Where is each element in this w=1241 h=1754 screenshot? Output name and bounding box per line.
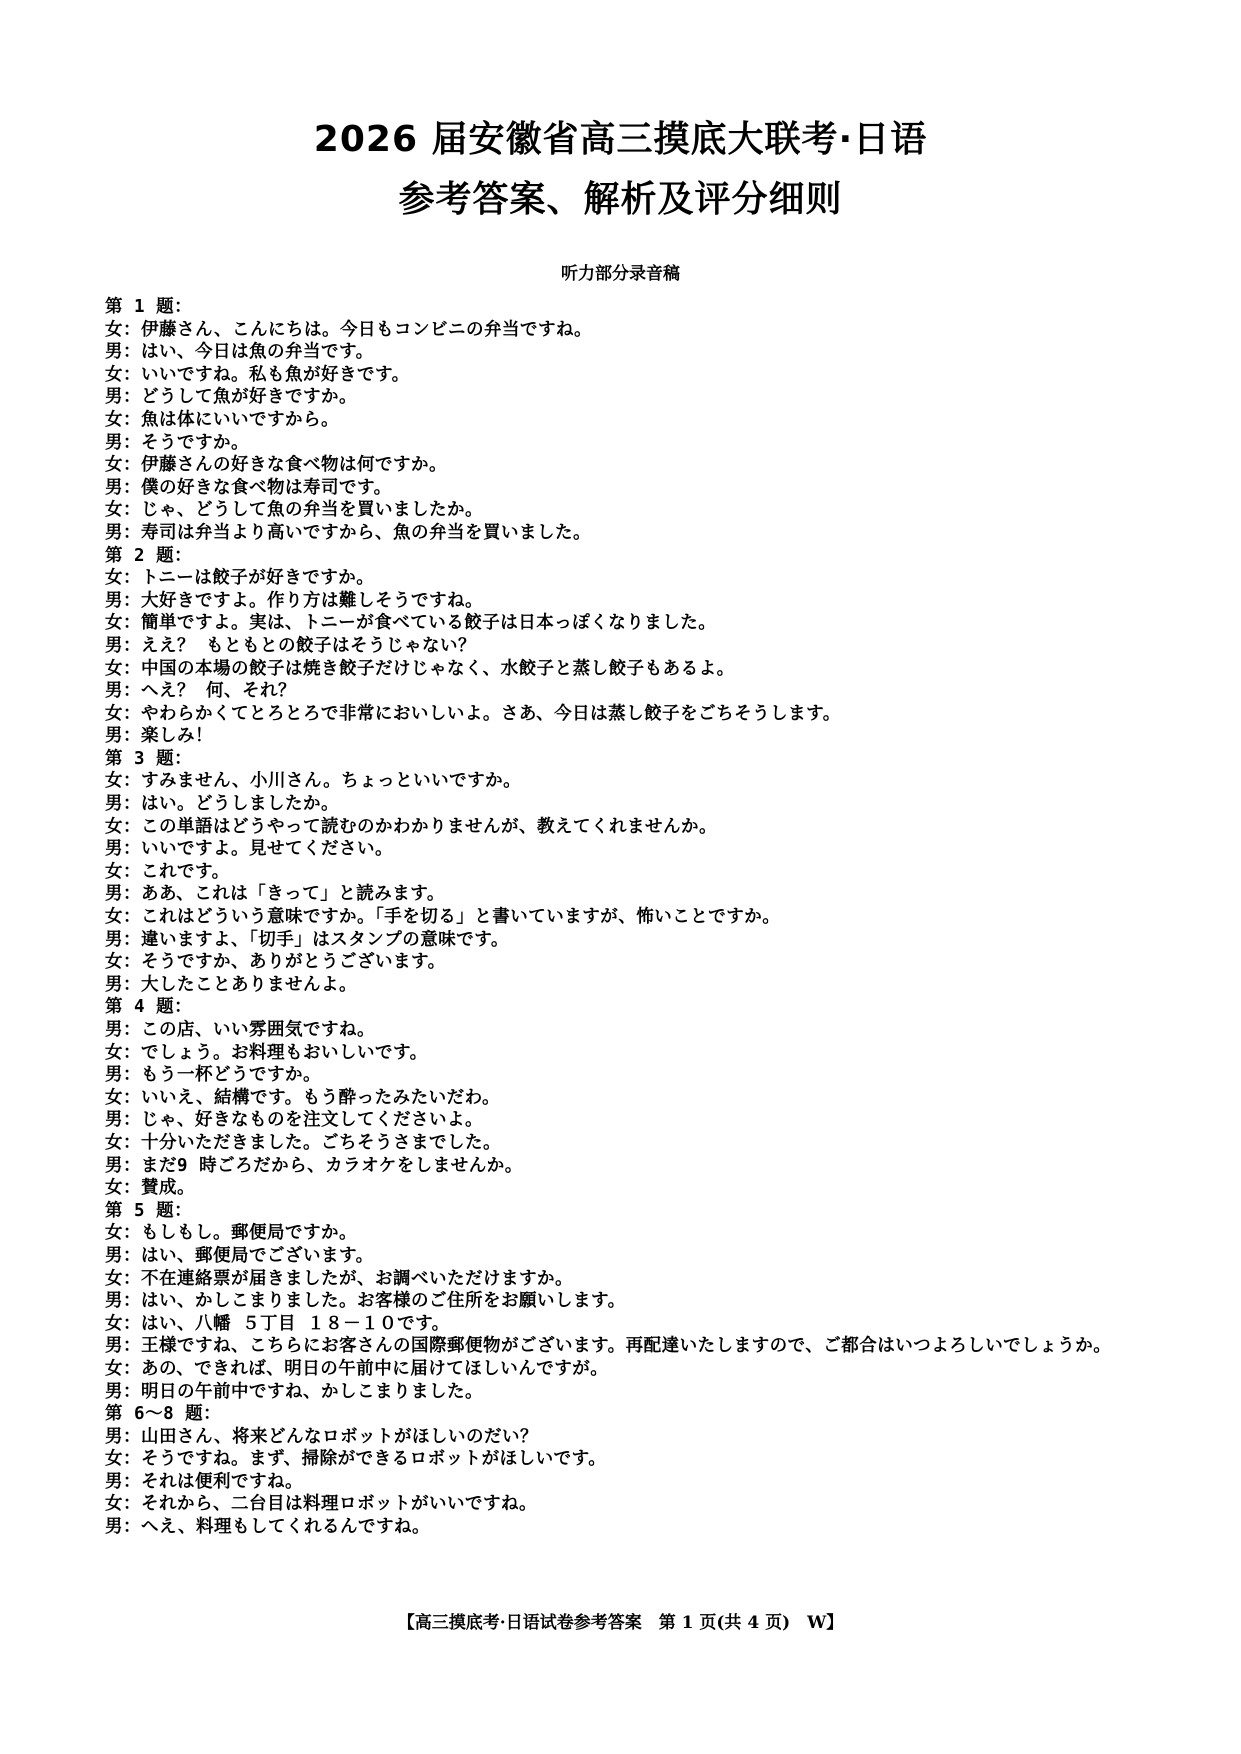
document-subtitle: 参考答案、解析及评分细则 <box>398 179 843 220</box>
dialogue-line: 男：大好きですよ。作り方は難しそうですね。 <box>105 590 483 611</box>
dialogue-line: 男：へえ、料理もしてくれるんですね。 <box>105 1517 431 1538</box>
dialogue-line: 男：はい、今日は魚の弁当です。 <box>105 342 374 363</box>
dialogue-line: 男：はい。どうしましたか。 <box>105 794 339 815</box>
dialogue-line: 男：そうですか。 <box>105 432 249 453</box>
dialogue-line: 男：はい、かしこまりました。お客様のご住所をお願いします。 <box>105 1291 626 1312</box>
dialogue-line: 女：やわらかくてとろとろで非常においしいよ。さあ、今日は蒸し餃子をごちそうします。 <box>105 703 841 724</box>
dialogue-line: 女：十分いただきました。ごちそうさまでした。 <box>105 1132 501 1153</box>
dialogue-line: 男：楽しみ！ <box>105 726 213 747</box>
dialogue-line: 男：もう一杯どうですか。 <box>105 1065 321 1086</box>
dialogue-line: 女：いいえ、結構です。もう酔ったみたいだわ。 <box>105 1087 500 1108</box>
document-title: 2026 届安徽省高三摸底大联考·日语 <box>313 119 928 160</box>
dialogue-line: 女：それから、二台目は料理ロボットがいいですね。 <box>105 1494 537 1515</box>
dialogue-line: 女：トニーは餃子が好きですか。 <box>105 568 375 589</box>
dialogue-line: 男：はい、郵便局でございます。 <box>105 1245 374 1266</box>
section-title: 听力部分录音稿 <box>561 264 680 284</box>
dialogue-line: 男：ええ？ もともとの餃子はそうじゃない？ <box>105 635 477 656</box>
dialogue-line: 女：中国の本場の餃子は焼き餃子だけじゃなく、水餃子と蒸し餃子もあるよ。 <box>105 658 735 679</box>
dialogue-line: 男：王様ですね、こちらにお客さんの国際郵便物がございます。再配達いたしますので、ご都合はいつよろしいでしょうか。 <box>105 1336 1112 1357</box>
dialogue-line: 女：すみません、小川さん。ちょっといいですか。 <box>105 771 522 792</box>
dialogue-line: 男：この店、いい雰囲気ですね。 <box>105 1020 375 1040</box>
question-heading: 第 3 题： <box>105 748 193 769</box>
question-heading: 第 1 题： <box>105 297 193 317</box>
dialogue-line: 女：これです。 <box>105 861 230 882</box>
dialogue-line: 男：じゃ、好きなものを注文してくださいよ。 <box>105 1110 483 1131</box>
dialogue-line: 男：へえ？ 何、それ？ <box>105 681 297 702</box>
question-heading: 第 5 题： <box>105 1200 193 1221</box>
dialogue-line: 女：賛成。 <box>105 1178 195 1199</box>
question-heading: 第 6～8 题： <box>105 1404 222 1425</box>
dialogue-line: 男：僕の好きな食べ物は寿司です。 <box>105 477 392 498</box>
dialogue-line: 女：いいですね。私も魚が好きです。 <box>105 364 410 385</box>
dialogue-line: 女：でしょう。お料理もおいしいです。 <box>105 1042 428 1063</box>
dialogue-line: 女：はい、八幡 ５丁目 １８－１０です。 <box>105 1313 450 1334</box>
dialogue-line: 女：この単語はどうやって読むのかわかりませんが、教えてくれませんか。 <box>105 816 717 837</box>
dialogue-line: 男：山田さん、将来どんなロボットがほしいのだい？ <box>105 1426 539 1447</box>
question-heading: 第 2 题： <box>105 545 193 566</box>
dialogue-line: 女：これはどういう意味ですか。「手を切る」と書いていますが、怖いことですか。 <box>105 907 781 928</box>
dialogue-line: 女：そうですか、ありがとうございます。 <box>105 952 446 973</box>
dialogue-line: 男：違いますよ、「切手」はスタンプの意味です。 <box>105 929 509 950</box>
dialogue-line: 女：伊藤さんの好きな食べ物は何ですか。 <box>105 455 447 476</box>
dialogue-line: 女：不在連絡票が届きましたが、お調べいただけますか。 <box>105 1268 573 1289</box>
dialogue-line: 男：寿司は弁当より高いですから、魚の弁当を買いました。 <box>105 522 591 543</box>
dialogue-line: 男：どうして魚が好きですか。 <box>105 387 357 408</box>
dialogue-line: 男：ああ、これは「きって」と読みます。 <box>105 884 445 905</box>
dialogue-line: 男：それは便利ですね。 <box>105 1471 303 1492</box>
transcript-body <box>105 296 1145 1539</box>
question-heading: 第 4 题： <box>105 997 193 1018</box>
dialogue-line: 女：魚は体にいいですから。 <box>105 409 339 430</box>
dialogue-line: 女：あの、できれば、明日の午前中に届けてほしいんですが。 <box>105 1358 609 1379</box>
page-footer: 【高三摸底考·日语试卷参考答案 第 1 页(共 4 页) W】 <box>397 1613 844 1633</box>
dialogue-line: 女：じゃ、どうして魚の弁当を買いましたか。 <box>105 500 483 521</box>
dialogue-line: 女：そうですね。まず、掃除ができるロボットがほしいです。 <box>105 1449 607 1470</box>
dialogue-line: 女：簡単ですよ。実は、トニーが食べている餃子は日本っぽくなりました。 <box>105 613 717 634</box>
dialogue-line: 女：伊藤さん、こんにちは。今日もコンビニの弁当ですね。 <box>105 319 593 340</box>
dialogue-line: 男：いいですよ。見せてください。 <box>105 839 393 860</box>
dialogue-line: 女：もしもし。郵便局ですか。 <box>105 1223 357 1244</box>
dialogue-line: 男：大したことありませんよ。 <box>105 974 357 995</box>
dialogue-line: 男：明日の午前中ですね、かしこまりました。 <box>105 1381 483 1402</box>
dialogue-line: 男：まだ9 時ごろだから、カラオケをしませんか。 <box>105 1155 523 1176</box>
